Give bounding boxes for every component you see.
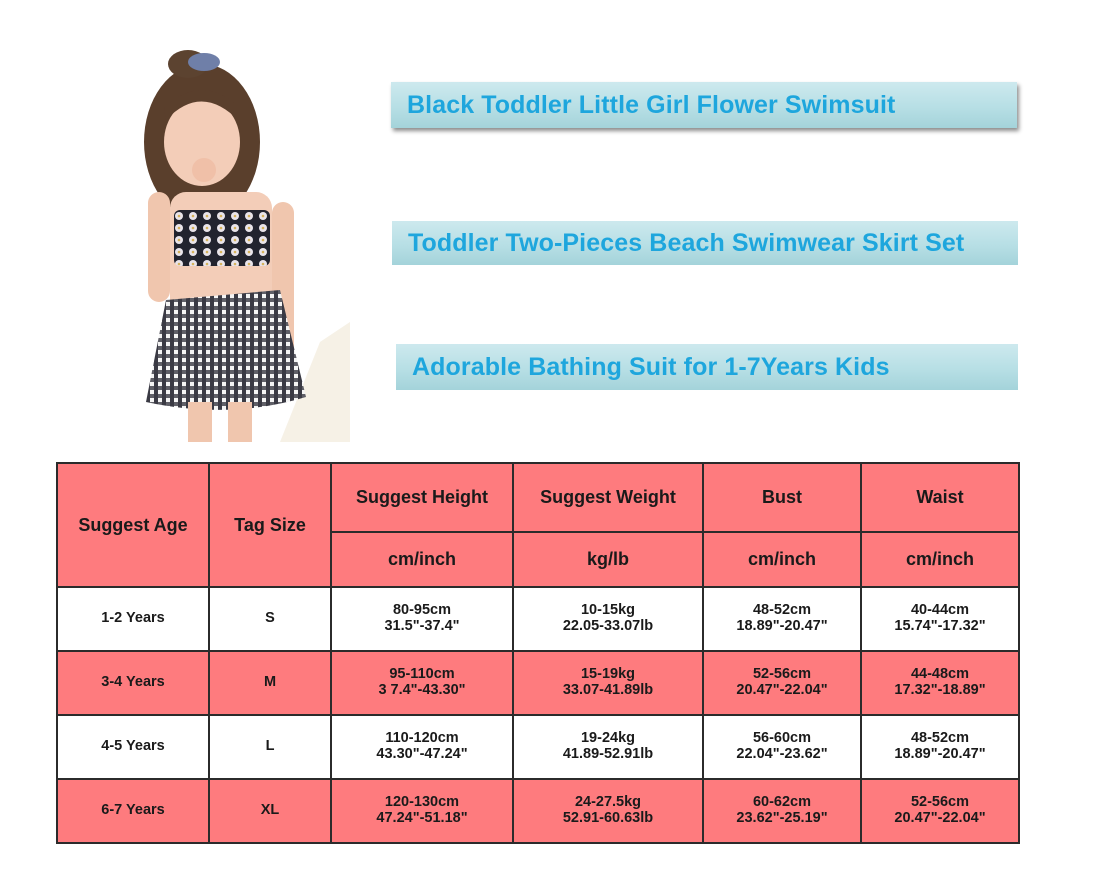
cell-height	[331, 587, 513, 651]
table-row	[57, 651, 1019, 715]
cell-bust	[703, 587, 861, 651]
bust-cm: 52-56cm	[752, 666, 812, 683]
cell-tag-size: S	[209, 587, 331, 651]
cell-waist	[861, 715, 1019, 779]
height-cm: 80-95cm	[392, 602, 452, 619]
title-banner-1	[391, 82, 1017, 128]
banner-text: Black Toddler Little Girl Flower Swimsuit	[407, 90, 896, 119]
bust-in: 20.47"-22.04"	[736, 682, 828, 698]
cell-weight	[513, 587, 703, 651]
cell-tag-size: L	[209, 715, 331, 779]
unit-waist: cm/inch	[861, 532, 1019, 587]
cell-height	[331, 651, 513, 715]
banner-text: Adorable Bathing Suit for 1-7Years Kids	[412, 352, 890, 381]
cell-waist	[861, 651, 1019, 715]
title-banner-2	[392, 221, 1018, 265]
bust-in: 18.89"-20.47"	[736, 618, 828, 634]
table-row	[57, 715, 1019, 779]
waist-in: 15.74"-17.32"	[894, 618, 986, 634]
cell-height	[331, 715, 513, 779]
waist-cm: 40-44cm	[910, 602, 970, 619]
height-cm: 120-130cm	[384, 794, 460, 811]
height-in: 47.24"-51.18"	[376, 810, 468, 826]
table-row	[57, 779, 1019, 843]
waist-cm: 44-48cm	[910, 666, 970, 683]
waist-cm: 52-56cm	[910, 794, 970, 811]
weight-lb: 33.07-41.89lb	[562, 682, 654, 698]
header-waist: Waist	[861, 463, 1019, 532]
bust-in: 23.62"-25.19"	[736, 810, 828, 826]
weight-kg: 15-19kg	[580, 666, 635, 683]
header-bust: Bust	[703, 463, 861, 532]
waist-cm: 48-52cm	[910, 730, 970, 747]
header-tag-size: Tag Size	[209, 463, 331, 587]
product-photo	[130, 42, 350, 442]
cell-bust	[703, 779, 861, 843]
weight-lb: 52.91-60.63lb	[562, 810, 654, 826]
height-in: 3 7.4"-43.30"	[378, 682, 466, 698]
header-suggest-weight: Suggest Weight	[513, 463, 703, 532]
height-in: 31.5"-37.4"	[384, 618, 460, 634]
cell-weight	[513, 651, 703, 715]
weight-lb: 41.89-52.91lb	[562, 746, 654, 762]
unit-height: cm/inch	[331, 532, 513, 587]
table-header-row	[57, 463, 1019, 532]
unit-bust: cm/inch	[703, 532, 861, 587]
photo-icon	[130, 42, 350, 442]
weight-kg: 10-15kg	[580, 602, 635, 619]
header-suggest-age: Suggest Age	[57, 463, 209, 587]
bust-cm: 48-52cm	[752, 602, 812, 619]
waist-in: 20.47"-22.04"	[894, 810, 986, 826]
waist-in: 18.89"-20.47"	[894, 746, 986, 762]
weight-kg: 24-27.5kg	[574, 794, 642, 811]
cell-age: 1-2 Years	[57, 587, 209, 651]
weight-lb: 22.05-33.07lb	[562, 618, 654, 634]
cell-age: 6-7 Years	[57, 779, 209, 843]
title-banner-3	[396, 344, 1018, 390]
cell-weight	[513, 779, 703, 843]
bust-cm: 60-62cm	[752, 794, 812, 811]
cell-height	[331, 779, 513, 843]
height-in: 43.30"-47.24"	[376, 746, 468, 762]
cell-age: 3-4 Years	[57, 651, 209, 715]
waist-in: 17.32"-18.89"	[894, 682, 986, 698]
height-cm: 110-120cm	[385, 730, 459, 747]
bust-cm: 56-60cm	[752, 730, 812, 747]
cell-age: 4-5 Years	[57, 715, 209, 779]
weight-kg: 19-24kg	[580, 730, 635, 747]
height-cm: 95-110cm	[389, 666, 455, 683]
cell-tag-size: XL	[209, 779, 331, 843]
header-suggest-height: Suggest Height	[331, 463, 513, 532]
banner-text: Toddler Two-Pieces Beach Swimwear Skirt Set	[408, 228, 965, 257]
unit-weight: kg/lb	[513, 532, 703, 587]
cell-weight	[513, 715, 703, 779]
cell-waist	[861, 779, 1019, 843]
table-row	[57, 587, 1019, 651]
cell-bust	[703, 715, 861, 779]
cell-tag-size: M	[209, 651, 331, 715]
size-chart-table	[56, 462, 1020, 844]
cell-waist	[861, 587, 1019, 651]
bust-in: 22.04"-23.62"	[736, 746, 828, 762]
cell-bust	[703, 651, 861, 715]
